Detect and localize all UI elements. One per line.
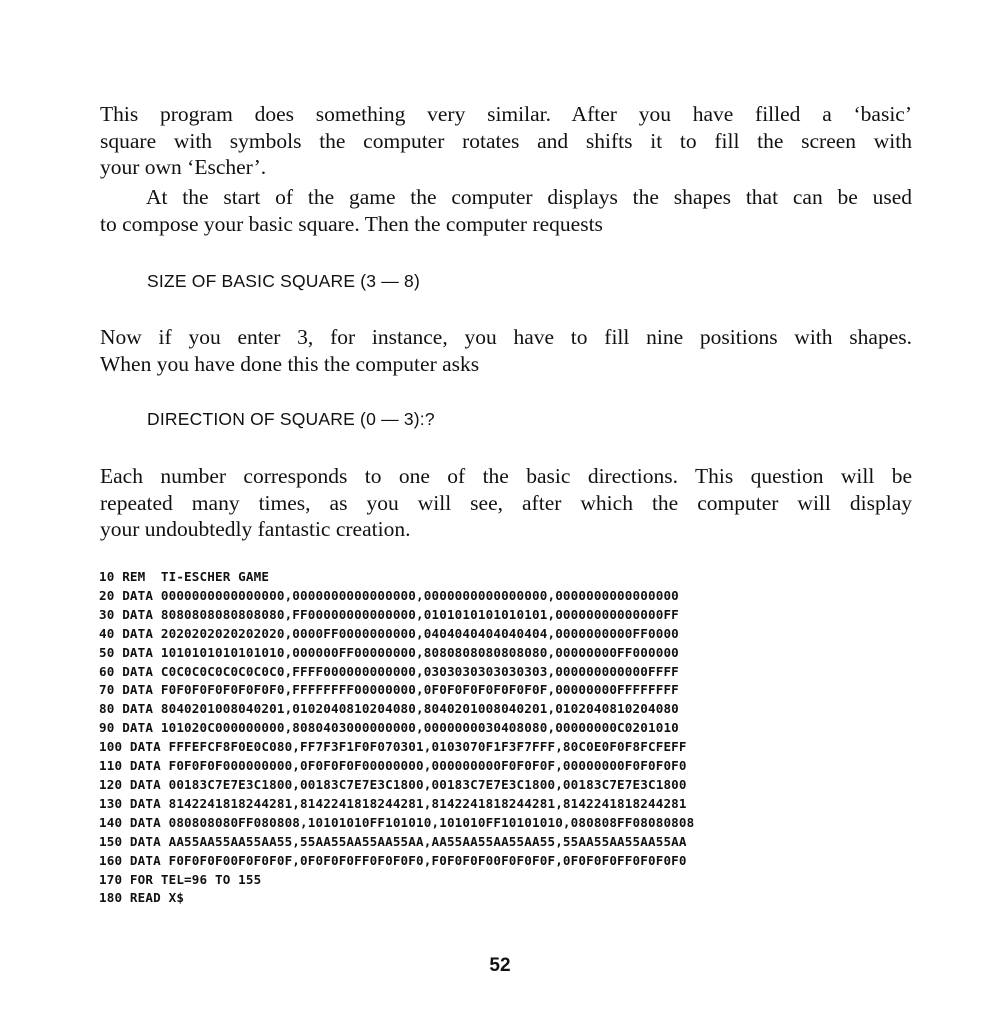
code-line: 50 DATA 1010101010101010,000000FF00000000,8080808080808080,00000000FF000000: [99, 644, 679, 660]
paragraph-1-line-1: This program does something very similar. After you have filled a ‘basic’: [100, 102, 912, 126]
code-line: 140 DATA 080808080FF080808,10101010FF101010,101010FF10101010,080808FF08080808: [99, 814, 695, 830]
code-line: 70 DATA F0F0F0F0F0F0F0F0,FFFFFFFF00000000,0F0F0F0F0F0F0F0F,00000000FFFFFFFF: [99, 682, 679, 698]
code-line: 130 DATA 8142241818244281,8142241818244281,8142241818244281,8142241818244281: [99, 795, 687, 811]
code-line: 20 DATA 0000000000000000,0000000000000000,0000000000000000,0000000000000000: [99, 587, 679, 603]
paragraph-1: [100, 101, 912, 181]
paragraph-4: [100, 463, 912, 543]
code-line: 180 READ X$: [99, 890, 185, 906]
paragraph-1-line-3: your own ‘Escher’.: [100, 155, 267, 179]
prompt-size-of-basic-square: SIZE OF BASIC SQUARE (3 — 8): [147, 271, 421, 291]
code-line: 40 DATA 2020202020202020,0000FF0000000000,0404040404040404,0000000000FF0000: [99, 625, 679, 641]
program-listing: [99, 568, 694, 908]
code-line: 90 DATA 101020C000000000,8080403000000000,0000000030408080,00000000C0201010: [99, 720, 679, 736]
code-line: 170 FOR TEL=96 TO 155: [99, 871, 262, 887]
paragraph-3: [100, 324, 912, 377]
code-line: 80 DATA 8040201008040201,0102040810204080,8040201008040201,0102040810204080: [99, 701, 679, 717]
paragraph-2: [100, 184, 912, 237]
code-line: 110 DATA F0F0F0F000000000,0F0F0F0F00000000,000000000F0F0F0F,00000000F0F0F0F0: [99, 758, 687, 774]
code-line: 10 REM TI-ESCHER GAME: [99, 569, 270, 584]
code-line: 160 DATA F0F0F0F00F0F0F0F,0F0F0F0FF0F0F0F0,F0F0F0F00F0F0F0F,0F0F0F0FF0F0F0F0: [99, 852, 687, 868]
code-line: 60 DATA C0C0C0C0C0C0C0C0,FFFF000000000000,0303030303030303,000000000000FFFF: [99, 663, 679, 679]
page-number: 52: [489, 955, 511, 976]
paragraph-2-line-2: to compose your basic square. Then the computer requests: [100, 211, 603, 236]
paragraph-3-line-1: Now if you enter 3, for instance, you have to fill nine positions with shapes.: [100, 325, 912, 349]
paragraph-4-line-3: your undoubtedly fantastic creation.: [100, 517, 411, 541]
code-line: 120 DATA 00183C7E7E3C1800,00183C7E7E3C1800,00183C7E7E3C1800,00183C7E7E3C1800: [99, 776, 687, 792]
prompt-direction-of-square: DIRECTION OF SQUARE (0 — 3):?: [147, 409, 435, 429]
paragraph-4-line-2: repeated many times, as you will see, after which the computer will display: [100, 490, 912, 515]
paragraph-3-line-2: When you have done this the computer asks: [100, 351, 480, 376]
paragraph-1-line-2: square with symbols the computer rotates and shifts it to fill the screen with: [100, 128, 912, 153]
code-line: 100 DATA FFFEFCF8F0E0C080,FF7F3F1F0F070301,0103070F1F3F7FFF,80C0E0F0F8FCFEFF: [99, 739, 687, 755]
paragraph-2-line-1: At the start of the game the computer displays the shapes that can be used: [146, 185, 912, 209]
code-line: 150 DATA AA55AA55AA55AA55,55AA55AA55AA55AA,AA55AA55AA55AA55,55AA55AA55AA55AA: [99, 833, 687, 849]
paragraph-4-line-1: Each number corresponds to one of the basic directions. This question will be: [100, 464, 912, 488]
code-line: 30 DATA 8080808080808080,FF00000000000000,0101010101010101,00000000000000FF: [99, 606, 679, 622]
